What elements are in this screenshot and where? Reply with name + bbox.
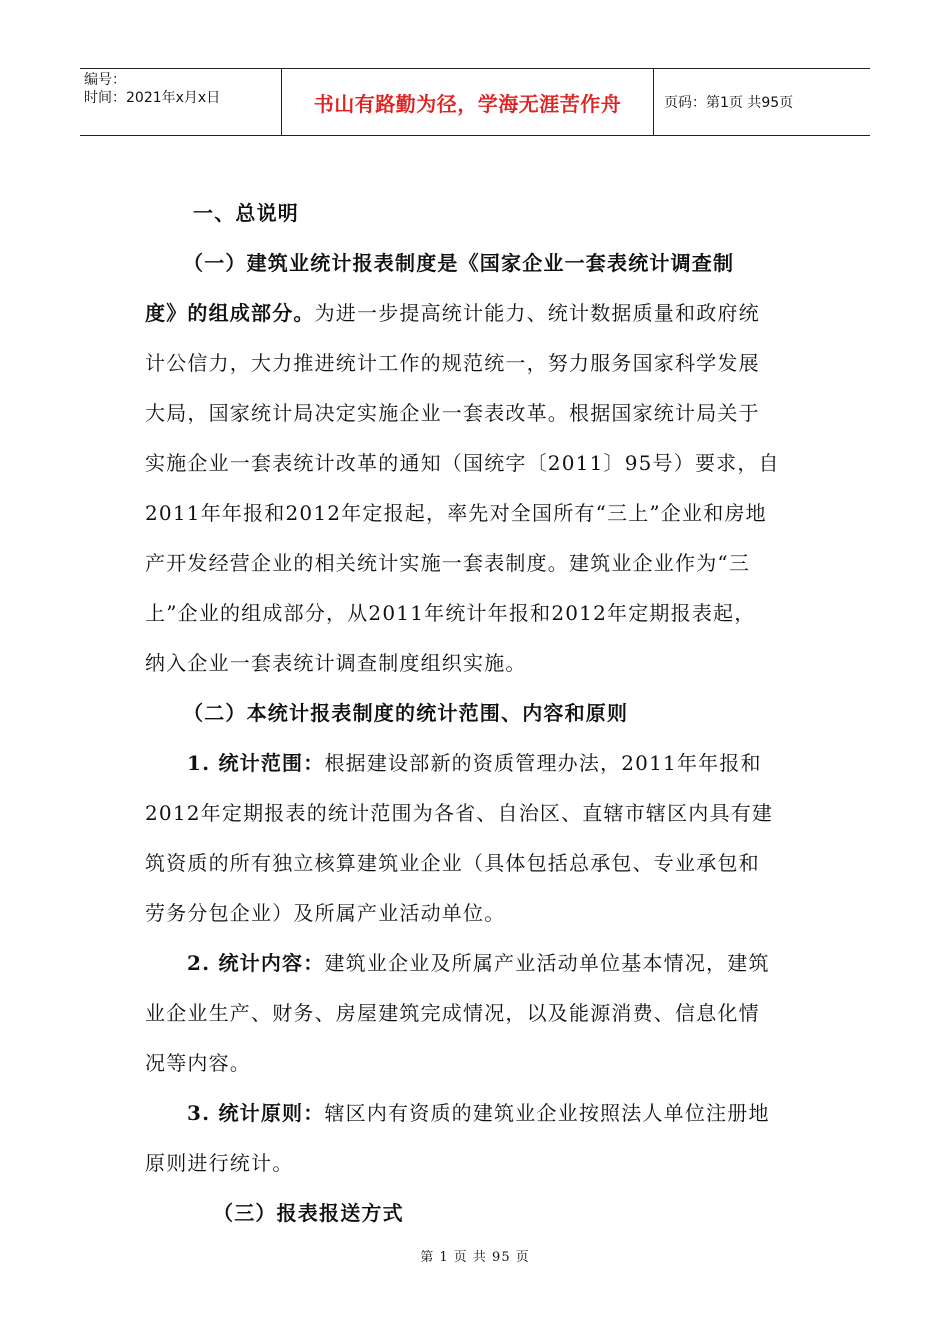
paragraph-line: 2011年年报和2012年定报起，率先对全国所有“三上”企业和房地 <box>145 501 767 525</box>
item-1-line <box>187 738 805 788</box>
subsection-3-title: （三）报表报送方式 <box>213 1201 404 1225</box>
page-footer: 第 1 页 共 95 页 <box>420 1250 530 1265</box>
item-2-line <box>187 938 805 988</box>
number-label: 编号： <box>84 72 126 88</box>
paragraph-line: 计公信力，大力推进统计工作的规范统一，努力服务国家科学发展 <box>145 351 760 375</box>
paragraph-line <box>145 288 805 338</box>
paragraph-line: 筑资质的所有独立核算建筑业企业（具体包括总承包、专业承包和 <box>145 851 760 875</box>
paragraph-line: 纳入企业一套表统计调查制度组织实施。 <box>145 651 527 675</box>
paragraph-line: 实施企业一套表统计改革的通知（国统字〔2011〕95号）要求，自 <box>145 451 780 475</box>
paragraph-line: 劳务分包企业）及所属产业活动单位。 <box>145 901 506 925</box>
paragraph-line: 原则进行统计。 <box>145 1151 294 1175</box>
item-3-label: 3. 统计原则： <box>187 1101 325 1125</box>
header-page-info: 页码：第1页 共95页 <box>664 95 794 111</box>
paragraph-line: 产开发经营企业的相关统计实施一套表制度。建筑业企业作为“三 <box>145 551 751 575</box>
subsection-1-title-cont: 度》的组成部分。 <box>145 301 315 325</box>
paragraph-line: 2012年定期报表的统计范围为各省、自治区、直辖市辖区内具有建 <box>145 801 774 825</box>
subsection-2-title: （二）本统计报表制度的统计范围、内容和原则 <box>183 701 629 725</box>
document-body <box>145 188 805 1238</box>
item-1-label: 1. 统计范围： <box>187 751 325 775</box>
item-2-label: 2. 统计内容： <box>187 951 325 975</box>
section-title: 一、总说明 <box>193 201 299 225</box>
header-motto: 书山有路勤为径，学海无涯苦作舟 <box>282 69 654 135</box>
page-header <box>80 68 870 136</box>
item-3-line <box>187 1088 805 1138</box>
item-3-text: 辖区内有资质的建筑业企业按照法人单位注册地 <box>324 1101 770 1125</box>
item-1-text: 根据建设部新的资质管理办法，2011年年报和 <box>324 751 762 775</box>
subsection-1-title: （一）建筑业统计报表制度是《国家企业一套表统计调查制 <box>183 251 735 275</box>
paragraph-text: 为进一步提高统计能力、统计数据质量和政府统 <box>314 301 760 325</box>
paragraph-line: 上”企业的组成部分，从2011年统计年报和2012年定期报表起， <box>145 601 756 625</box>
paragraph-line: 大局，国家统计局决定实施企业一套表改革。根据国家统计局关于 <box>145 401 760 425</box>
header-meta <box>80 69 282 135</box>
item-2-text: 建筑业企业及所属产业活动单位基本情况，建筑 <box>324 951 770 975</box>
paragraph-line: 况等内容。 <box>145 1051 251 1075</box>
paragraph-line: 业企业生产、财务、房屋建筑完成情况，以及能源消费、信息化情 <box>145 1001 760 1025</box>
time-label: 时间：2021年x月x日 <box>84 90 221 106</box>
